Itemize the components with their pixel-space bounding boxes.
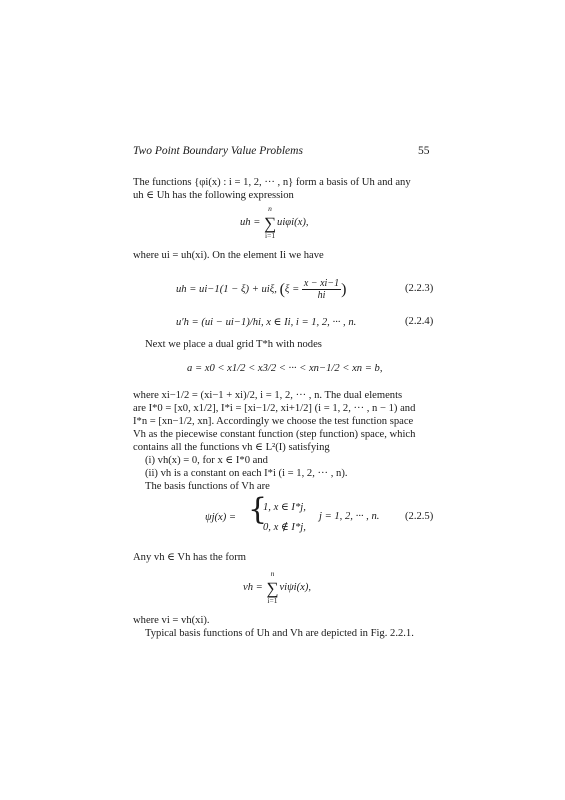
paragraph-line: contains all the functions vh ∈ L²(I) satisfying [133,442,330,453]
fraction-numerator: x − xi−1 [303,278,340,289]
equation-2-2-5-lhs: ψj(x) = [205,512,237,523]
equation-lhs: vh = [243,582,266,593]
fraction-denominator: hi [317,290,326,301]
paragraph-line: The functions {φi(x) : i = 1, 2, ··· , n} form a basis of Uh and any [133,177,411,188]
paragraph-line: where ui = uh(xi). On the element Ii we have [133,250,324,261]
sum-lower-limit: i=1 [265,231,276,240]
running-title: Two Point Boundary Value Problems [133,145,303,157]
equation-2-2-4: u′h = (ui − ui−1)/hi, x ∈ Ii, i = 1, 2, ··· , n. [176,317,357,328]
summation-symbol: ∑ n i=1 [263,215,277,232]
case-one: 1, x ∈ I*j, [263,502,306,513]
page-number: 55 [418,145,430,157]
sum-lower-limit: i=1 [267,596,278,605]
equation-dual-grid: a = x0 < x1/2 < x3/2 < ··· < xn−1/2 < xn = b, [187,363,383,374]
sum-upper-limit: n [268,204,272,213]
summation-symbol: ∑ n i=1 [265,580,279,597]
equation-number: (2.2.3) [405,283,434,294]
paragraph-line: Next we place a dual grid T*h with nodes [145,339,322,350]
xi-definition: ξ = [284,283,300,295]
paragraph-line: where xi−1/2 = (xi−1 + xi)/2, i = 1, 2, ··· , n. The dual elements [133,390,403,401]
equation-2-2-3: uh = ui−1(1 − ξ) + uiξ, (ξ = $\frac{x - xi-1}{hi}$ ) [176,278,347,301]
case-zero: 0, x ∉ I*j, [263,522,306,533]
equation-vh-sum [243,569,312,605]
equation-number: (2.2.5) [405,511,434,522]
condition-i: (i) vh(x) = 0, for x ∈ I*0 and [145,455,268,466]
fraction [302,278,341,301]
paragraph-line: Typical basis functions of Uh and Vh are depicted in Fig. 2.2.1. [145,628,414,639]
paragraph-line: I*n = [xn−1/2, xn]. Accordingly we choose the test function space [133,416,414,427]
paragraph-line: uh ∈ Uh has the following expression [133,190,294,201]
equation-uh-sum [240,204,309,240]
cases-brace: { [248,492,268,527]
condition-ii: (ii) vh is a constant on each I*i (i = 1, 2, ··· , n). [145,468,348,479]
equation-lhs: uh = ui−1(1 − ξ) + uiξ, [176,283,277,295]
equation-lhs: uh = [240,217,264,228]
equation-number: (2.2.4) [405,316,434,327]
paragraph-line: Vh as the piecewise constant function (step function) space, which [133,429,416,440]
paragraph-line: Any vh ∈ Vh has the form [133,552,246,563]
index-range: j = 1, 2, ··· , n. [319,511,380,522]
paragraph-line: where vi = vh(xi). [133,615,210,626]
equation-rhs: uiφi(x), [277,217,309,228]
sum-upper-limit: n [270,569,275,578]
equation-rhs: viψi(x), [279,582,312,593]
paragraph-line: The basis functions of Vh are [145,481,270,492]
paragraph-line: are I*0 = [x0, x1/2], I*i = [xi−1/2, xi+1/2] (i = 1, 2, ··· , n − 1) and [133,403,416,414]
